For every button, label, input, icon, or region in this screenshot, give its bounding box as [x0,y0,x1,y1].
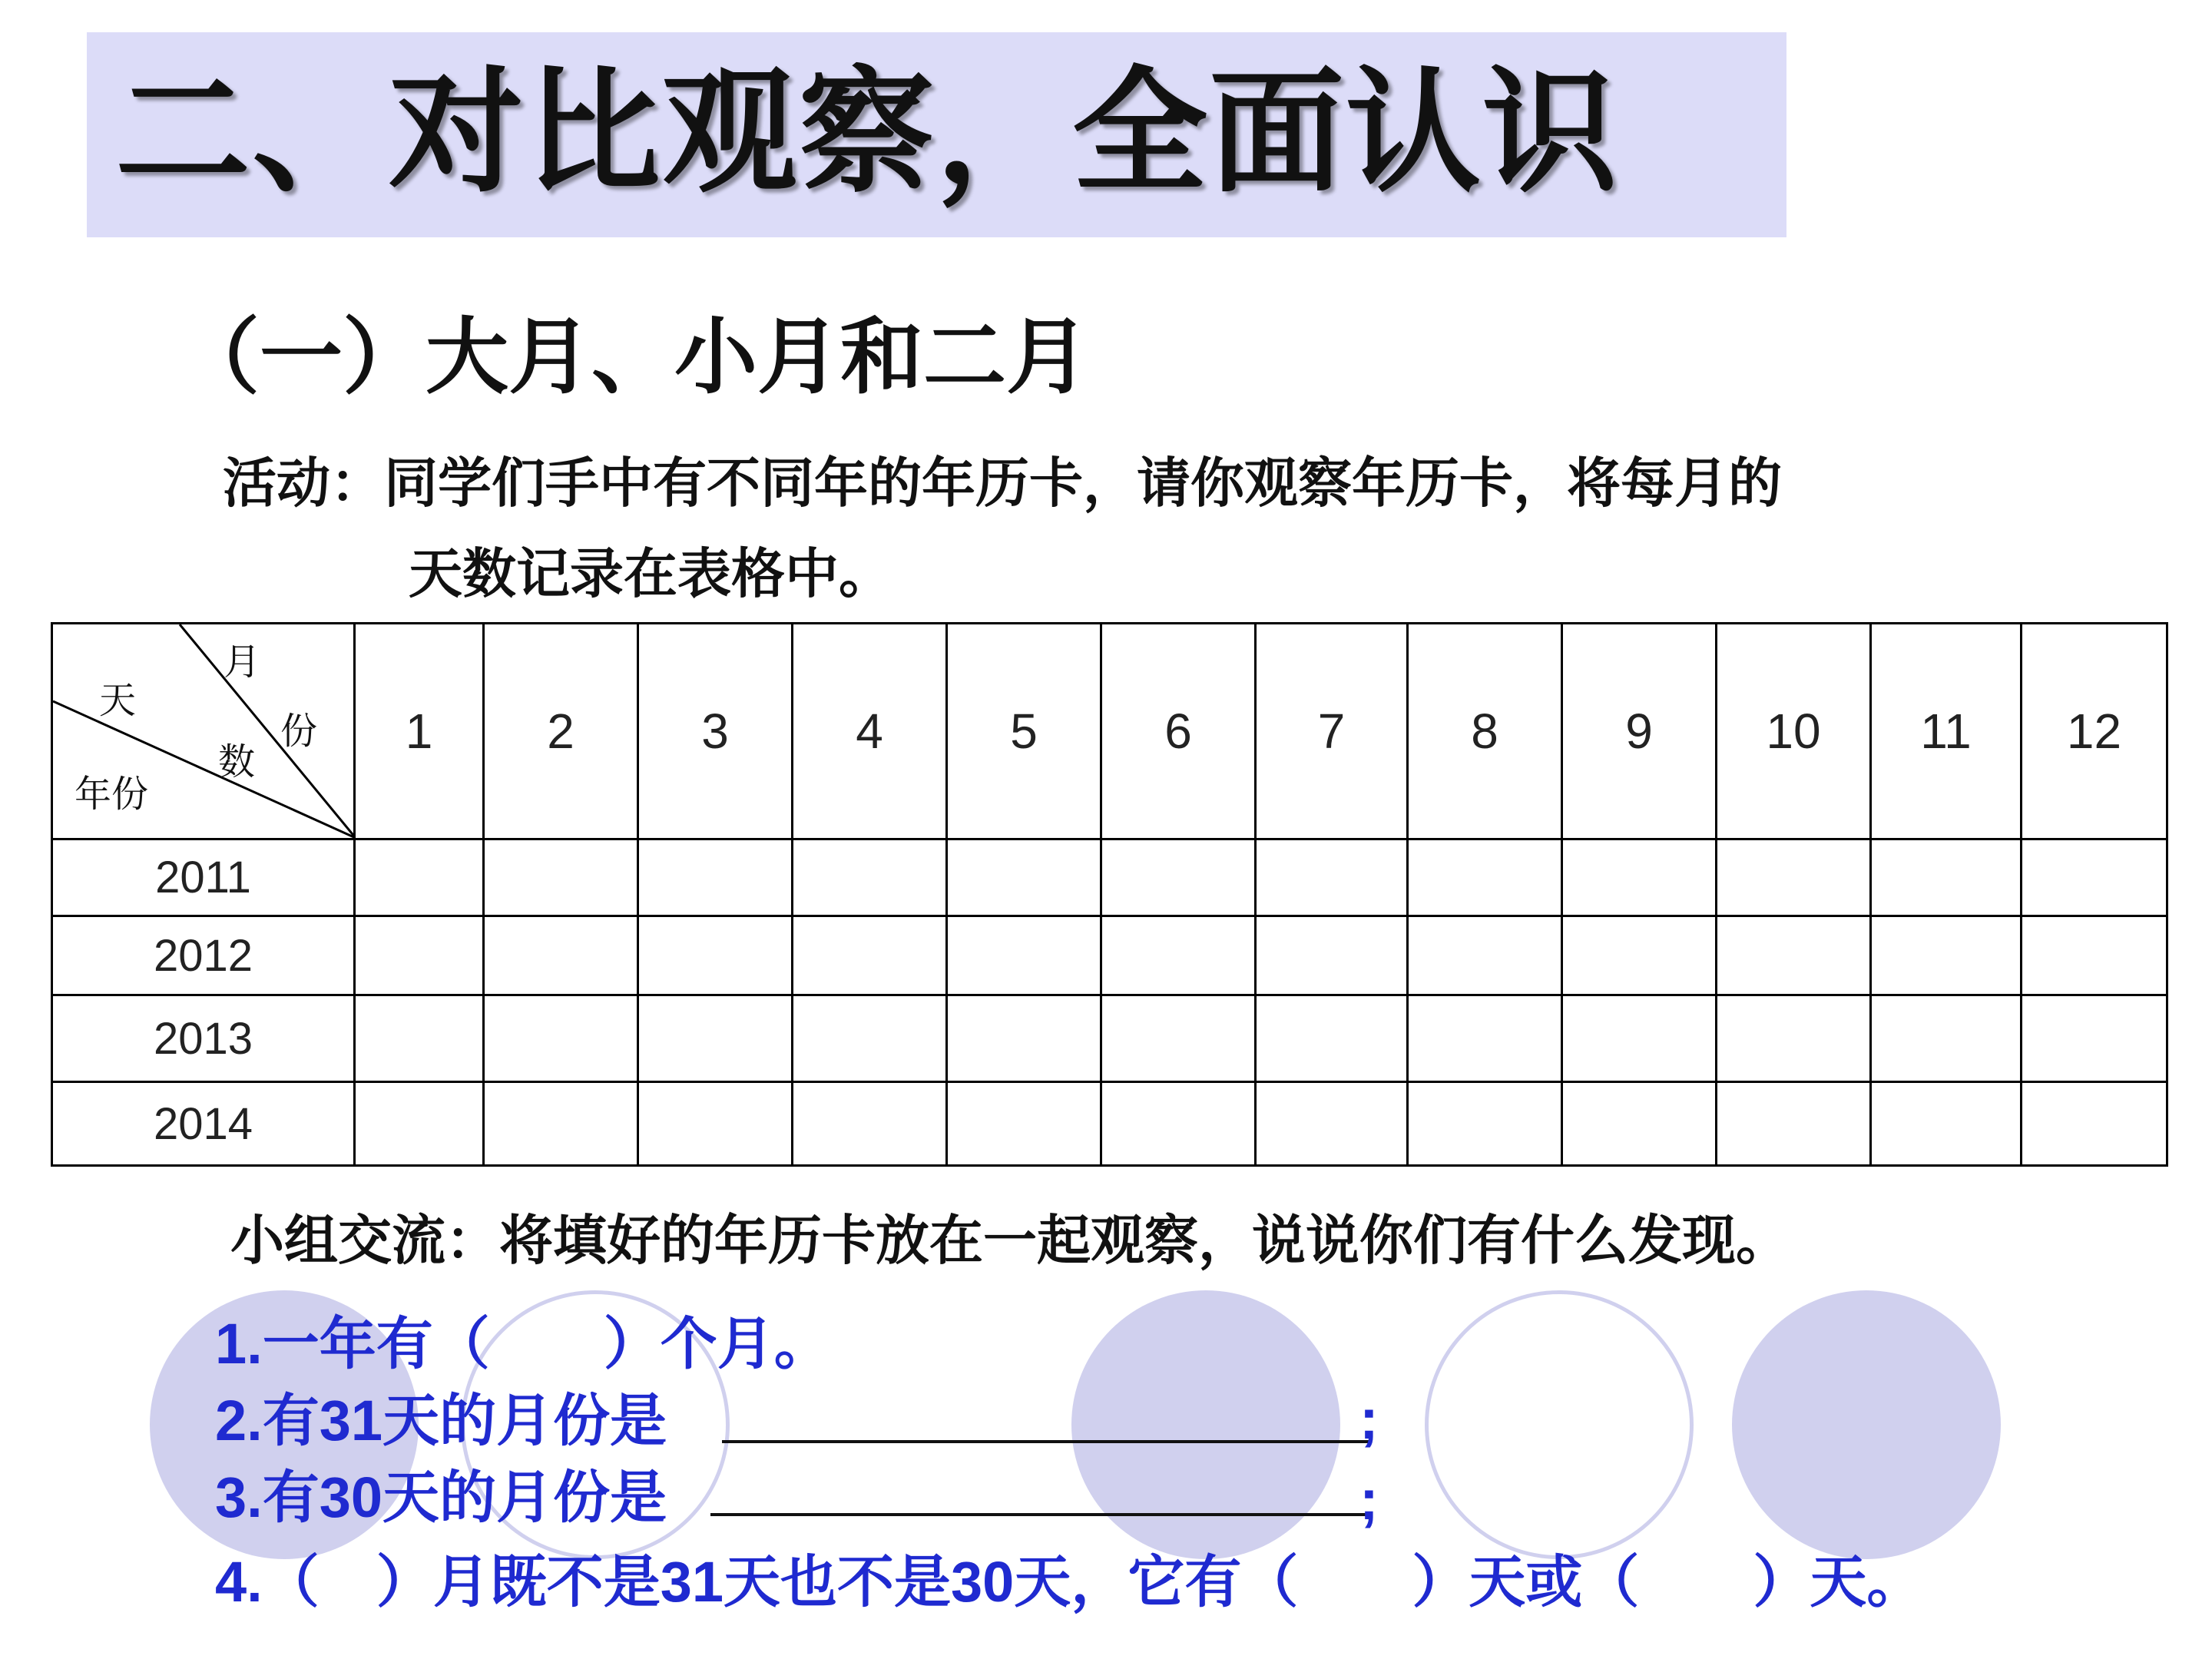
day-count-cell[interactable] [1871,1082,2022,1166]
activity-line-2: 天数记录在表格中。 [409,541,892,605]
year-cell: 2012 [52,916,355,995]
decorative-circle [1425,1290,1694,1559]
day-count-cell[interactable] [1256,839,1408,916]
day-count-cell[interactable] [355,916,484,995]
table-row [52,1082,2167,1166]
answer-line-q2[interactable] [722,1440,1371,1443]
group-discussion-prompt: 小组交流：将填好的年历卡放在一起观察，说说你们有什么发现。 [230,1208,1790,1272]
answer-line-q3[interactable] [710,1513,1371,1516]
day-count-cell[interactable] [1562,916,1717,995]
day-count-cell[interactable] [484,839,638,916]
month-header: 8 [1408,624,1562,839]
day-count-cell[interactable] [1871,995,2022,1082]
day-count-cell[interactable] [484,1082,638,1166]
day-count-cell[interactable] [1408,916,1562,995]
year-cell: 2013 [52,995,355,1082]
month-header: 12 [2022,624,2167,839]
day-count-cell[interactable] [1256,995,1408,1082]
day-count-cell[interactable] [1871,916,2022,995]
day-count-cell[interactable] [1408,995,1562,1082]
activity-instructions [223,438,1782,619]
day-count-cell[interactable] [638,839,793,916]
activity-line-1: 活动：同学们手中有不同年的年历卡，请你观察年历卡，将每月的 [223,451,1782,515]
corner-label-month: 月 [224,641,261,684]
decorative-circle [1732,1290,2001,1559]
year-cell: 2014 [52,1082,355,1166]
day-count-cell[interactable] [1408,1082,1562,1166]
days-per-month-table [51,622,2168,1167]
day-count-cell[interactable] [1101,839,1256,916]
day-count-cell[interactable] [1717,995,1871,1082]
day-count-cell[interactable] [793,1082,947,1166]
day-count-cell[interactable] [1408,839,1562,916]
day-count-cell[interactable] [1256,916,1408,995]
day-count-cell[interactable] [638,1082,793,1166]
day-count-cell[interactable] [2022,995,2167,1082]
day-count-cell[interactable] [1717,1082,1871,1166]
semicolon-q2: ; [1359,1387,1379,1451]
question-3: 3.有30天的月份是 [215,1465,667,1529]
section-subtitle: （一）大月、小月和二月 [177,309,1090,406]
day-count-cell[interactable] [1562,995,1717,1082]
day-count-cell[interactable] [1562,839,1717,916]
page-title: 二、对比观察，全面认识 [115,54,1620,211]
question-4: 4.（ ）月既不是31天也不是30天，它有（ ）天或（ ）天。 [215,1550,1924,1614]
day-count-cell[interactable] [793,995,947,1082]
month-header: 9 [1562,624,1717,839]
question-1: 1.一年有（ ）个月。 [215,1312,831,1376]
month-header: 4 [793,624,947,839]
corner-label-shu: 数 [218,740,256,783]
day-count-cell[interactable] [793,839,947,916]
month-header: 10 [1717,624,1871,839]
month-header: 7 [1256,624,1408,839]
year-cell: 2011 [52,839,355,916]
month-header: 6 [1101,624,1256,839]
decorative-circle [1071,1290,1340,1559]
day-count-cell[interactable] [1256,1082,1408,1166]
day-count-cell[interactable] [947,916,1101,995]
day-count-cell[interactable] [484,916,638,995]
month-header: 11 [1871,624,2022,839]
day-count-cell[interactable] [638,916,793,995]
day-count-cell[interactable] [1562,1082,1717,1166]
table-row [52,839,2167,916]
month-header: 3 [638,624,793,839]
day-count-cell[interactable] [1871,839,2022,916]
day-count-cell[interactable] [2022,916,2167,995]
day-count-cell[interactable] [484,995,638,1082]
month-header: 2 [484,624,638,839]
corner-label-year: 年份 [75,773,149,816]
day-count-cell[interactable] [793,916,947,995]
day-count-cell[interactable] [638,995,793,1082]
table-row [52,995,2167,1082]
table-corner-header [52,624,355,839]
day-count-cell[interactable] [1717,839,1871,916]
day-count-cell[interactable] [355,839,484,916]
question-2: 2.有31天的月份是 [215,1389,667,1452]
day-count-cell[interactable] [947,1082,1101,1166]
month-header: 1 [355,624,484,839]
day-count-cell[interactable] [1101,1082,1256,1166]
semicolon-q3: ; [1359,1468,1379,1532]
day-count-cell[interactable] [1101,995,1256,1082]
day-count-cell[interactable] [1101,916,1256,995]
day-count-cell[interactable] [355,1082,484,1166]
day-count-cell[interactable] [947,839,1101,916]
day-count-cell[interactable] [2022,839,2167,916]
table-row [52,916,2167,995]
corner-label-fen: 份 [280,710,318,753]
day-count-cell[interactable] [1717,916,1871,995]
month-header: 5 [947,624,1101,839]
day-count-cell[interactable] [355,995,484,1082]
day-count-cell[interactable] [2022,1082,2167,1166]
corner-label-tian: 天 [99,679,137,722]
day-count-cell[interactable] [947,995,1101,1082]
